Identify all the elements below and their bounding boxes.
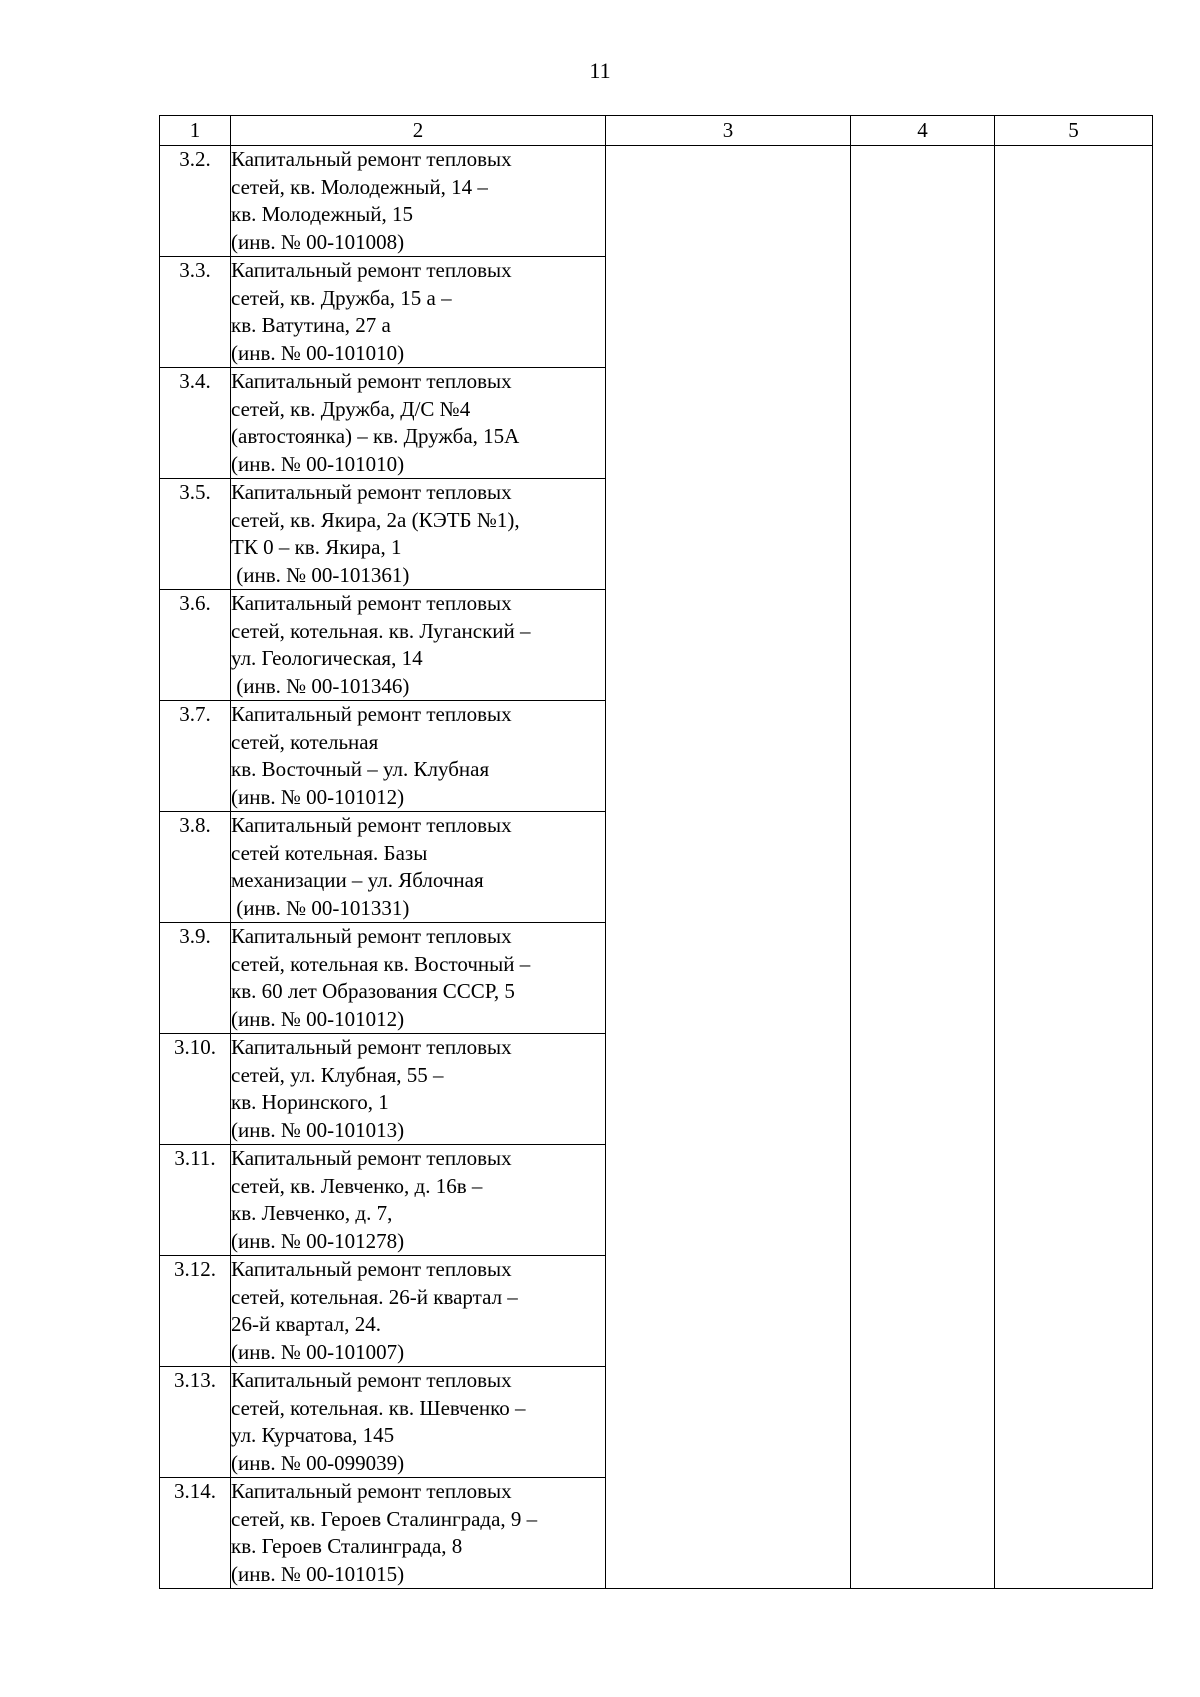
empty-cell-col-3 [606, 1034, 851, 1145]
description-line: Капитальный ремонт тепловых [231, 1035, 512, 1059]
description-line: (инв. № 00-101346) [231, 673, 410, 698]
description-line: Капитальный ремонт тепловых [231, 1257, 512, 1281]
empty-cell-col-3 [606, 812, 851, 923]
row-number: 3.11. [160, 1145, 231, 1256]
empty-cell-col-5 [995, 701, 1153, 812]
table-row [160, 590, 1153, 701]
header-col-2: 2 [231, 116, 606, 146]
description-line: сетей, котельная кв. Восточный – [231, 951, 531, 976]
description-line: сетей, кв. Дружба, Д/С №4 [231, 396, 471, 421]
table-row [160, 479, 1153, 590]
table-row [160, 368, 1153, 479]
row-description [231, 479, 606, 590]
description-line: (инв. № 00-101008) [231, 229, 405, 254]
empty-cell-col-3 [606, 1256, 851, 1367]
description-line: кв. Молодежный, 15 [231, 202, 413, 226]
empty-cell-col-4 [851, 923, 995, 1034]
row-number: 3.6. [160, 590, 231, 701]
description-line: сетей, котельная. 26-й квартал – [231, 1284, 518, 1309]
empty-cell-col-4 [851, 1478, 995, 1589]
description-line: сетей, кв. Героев Сталинграда, 9 – [231, 1506, 538, 1531]
row-description [231, 701, 606, 812]
description-line: кв. Левченко, д. 7, [231, 1201, 393, 1225]
row-number: 3.2. [160, 146, 231, 257]
description-line: сетей, кв. Якира, 2а (КЭТБ №1), [231, 507, 520, 532]
row-description [231, 146, 606, 257]
table-row [160, 1256, 1153, 1367]
empty-cell-col-3 [606, 479, 851, 590]
table-row [160, 146, 1153, 257]
empty-cell-col-3 [606, 590, 851, 701]
description-line: кв. 60 лет Образования СССР, 5 [231, 979, 515, 1003]
empty-cell-col-5 [995, 812, 1153, 923]
description-line: (автостоянка) – кв. Дружба, 15А [231, 424, 520, 448]
description-line: ул. Геологическая, 14 [231, 646, 423, 670]
page-number: 11 [589, 58, 611, 83]
row-description [231, 1256, 606, 1367]
table-header-row [160, 116, 1153, 146]
empty-cell-col-4 [851, 257, 995, 368]
empty-cell-col-3 [606, 146, 851, 257]
empty-cell-col-4 [851, 146, 995, 257]
empty-cell-col-4 [851, 1145, 995, 1256]
description-line: кв. Восточный – ул. Клубная [231, 757, 490, 781]
table-row [160, 257, 1153, 368]
description-line: сетей, котельная. кв. Шевченко – [231, 1395, 526, 1420]
empty-cell-col-5 [995, 368, 1153, 479]
table-row [160, 1145, 1153, 1256]
empty-cell-col-4 [851, 1034, 995, 1145]
empty-cell-col-5 [995, 479, 1153, 590]
works-table [159, 115, 1153, 1589]
description-line: (инв. № 00-099039) [231, 1450, 405, 1475]
table-row [160, 1367, 1153, 1478]
description-line: Капитальный ремонт тепловых [231, 702, 512, 726]
description-line: кв. Ватутина, 27 а [231, 313, 391, 337]
description-line: сетей, котельная [231, 729, 379, 754]
empty-cell-col-4 [851, 812, 995, 923]
description-line: (инв. № 00-101015) [231, 1561, 405, 1586]
row-number: 3.10. [160, 1034, 231, 1145]
header-col-3: 3 [606, 116, 851, 146]
description-line: 26-й квартал, 24. [231, 1312, 382, 1336]
table-row [160, 701, 1153, 812]
empty-cell-col-3 [606, 1145, 851, 1256]
empty-cell-col-3 [606, 1478, 851, 1589]
empty-cell-col-4 [851, 701, 995, 812]
description-line: (инв. № 00-101010) [231, 340, 405, 365]
empty-cell-col-3 [606, 257, 851, 368]
row-description [231, 1478, 606, 1589]
row-number: 3.8. [160, 812, 231, 923]
empty-cell-col-5 [995, 923, 1153, 1034]
row-number: 3.14. [160, 1478, 231, 1589]
row-number: 3.12. [160, 1256, 231, 1367]
description-line: (инв. № 00-101331) [231, 895, 410, 920]
empty-cell-col-4 [851, 1367, 995, 1478]
table-row [160, 923, 1153, 1034]
empty-cell-col-3 [606, 1367, 851, 1478]
row-description [231, 590, 606, 701]
row-number: 3.7. [160, 701, 231, 812]
row-description [231, 1367, 606, 1478]
empty-cell-col-5 [995, 1478, 1153, 1589]
description-line: сетей, кв. Молодежный, 14 – [231, 174, 488, 199]
description-line: кв. Героев Сталинграда, 8 [231, 1534, 463, 1558]
description-line: кв. Норинского, 1 [231, 1090, 389, 1114]
header-col-4: 4 [851, 116, 995, 146]
description-line: (инв. № 00-101278) [231, 1228, 405, 1253]
description-line: сетей, кв. Дружба, 15 а – [231, 285, 452, 310]
empty-cell-col-5 [995, 1034, 1153, 1145]
description-line: Капитальный ремонт тепловых [231, 1146, 512, 1170]
empty-cell-col-3 [606, 368, 851, 479]
description-line: Капитальный ремонт тепловых [231, 480, 512, 504]
empty-cell-col-4 [851, 479, 995, 590]
description-line: (инв. № 00-101012) [231, 784, 405, 809]
row-description [231, 1145, 606, 1256]
empty-cell-col-5 [995, 1145, 1153, 1256]
description-line: (инв. № 00-101013) [231, 1117, 405, 1142]
description-line: Капитальный ремонт тепловых [231, 813, 512, 837]
empty-cell-col-3 [606, 701, 851, 812]
header-col-1: 1 [160, 116, 231, 146]
description-line: (инв. № 00-101012) [231, 1006, 405, 1031]
row-description [231, 812, 606, 923]
table-row [160, 1034, 1153, 1145]
description-line: Капитальный ремонт тепловых [231, 591, 512, 615]
row-number: 3.5. [160, 479, 231, 590]
description-line: сетей котельная. Базы [231, 840, 428, 865]
empty-cell-col-5 [995, 1256, 1153, 1367]
row-description [231, 257, 606, 368]
description-line: (инв. № 00-101361) [231, 562, 410, 587]
description-line: механизации – ул. Яблочная [231, 868, 484, 892]
description-line: ТК 0 – кв. Якира, 1 [231, 535, 402, 559]
empty-cell-col-5 [995, 1367, 1153, 1478]
description-line: Капитальный ремонт тепловых [231, 369, 512, 393]
description-line: Капитальный ремонт тепловых [231, 258, 512, 282]
empty-cell-col-5 [995, 590, 1153, 701]
row-number: 3.13. [160, 1367, 231, 1478]
description-line: сетей, котельная. кв. Луганский – [231, 618, 531, 643]
empty-cell-col-3 [606, 923, 851, 1034]
row-description [231, 368, 606, 479]
description-line: (инв. № 00-101010) [231, 451, 405, 476]
description-line: Капитальный ремонт тепловых [231, 924, 512, 948]
empty-cell-col-4 [851, 590, 995, 701]
row-description [231, 923, 606, 1034]
empty-cell-col-4 [851, 1256, 995, 1367]
description-line: (инв. № 00-101007) [231, 1339, 405, 1364]
description-line: сетей, ул. Клубная, 55 – [231, 1062, 444, 1087]
row-number: 3.3. [160, 257, 231, 368]
empty-cell-col-5 [995, 146, 1153, 257]
description-line: сетей, кв. Левченко, д. 16в – [231, 1173, 483, 1198]
table-row [160, 1478, 1153, 1589]
empty-cell-col-5 [995, 257, 1153, 368]
row-description [231, 1034, 606, 1145]
row-number: 3.9. [160, 923, 231, 1034]
header-col-5: 5 [995, 116, 1153, 146]
row-number: 3.4. [160, 368, 231, 479]
description-line: ул. Курчатова, 145 [231, 1423, 395, 1447]
description-line: Капитальный ремонт тепловых [231, 1479, 512, 1503]
table-row [160, 812, 1153, 923]
description-line: Капитальный ремонт тепловых [231, 147, 512, 171]
empty-cell-col-4 [851, 368, 995, 479]
description-line: Капитальный ремонт тепловых [231, 1368, 512, 1392]
